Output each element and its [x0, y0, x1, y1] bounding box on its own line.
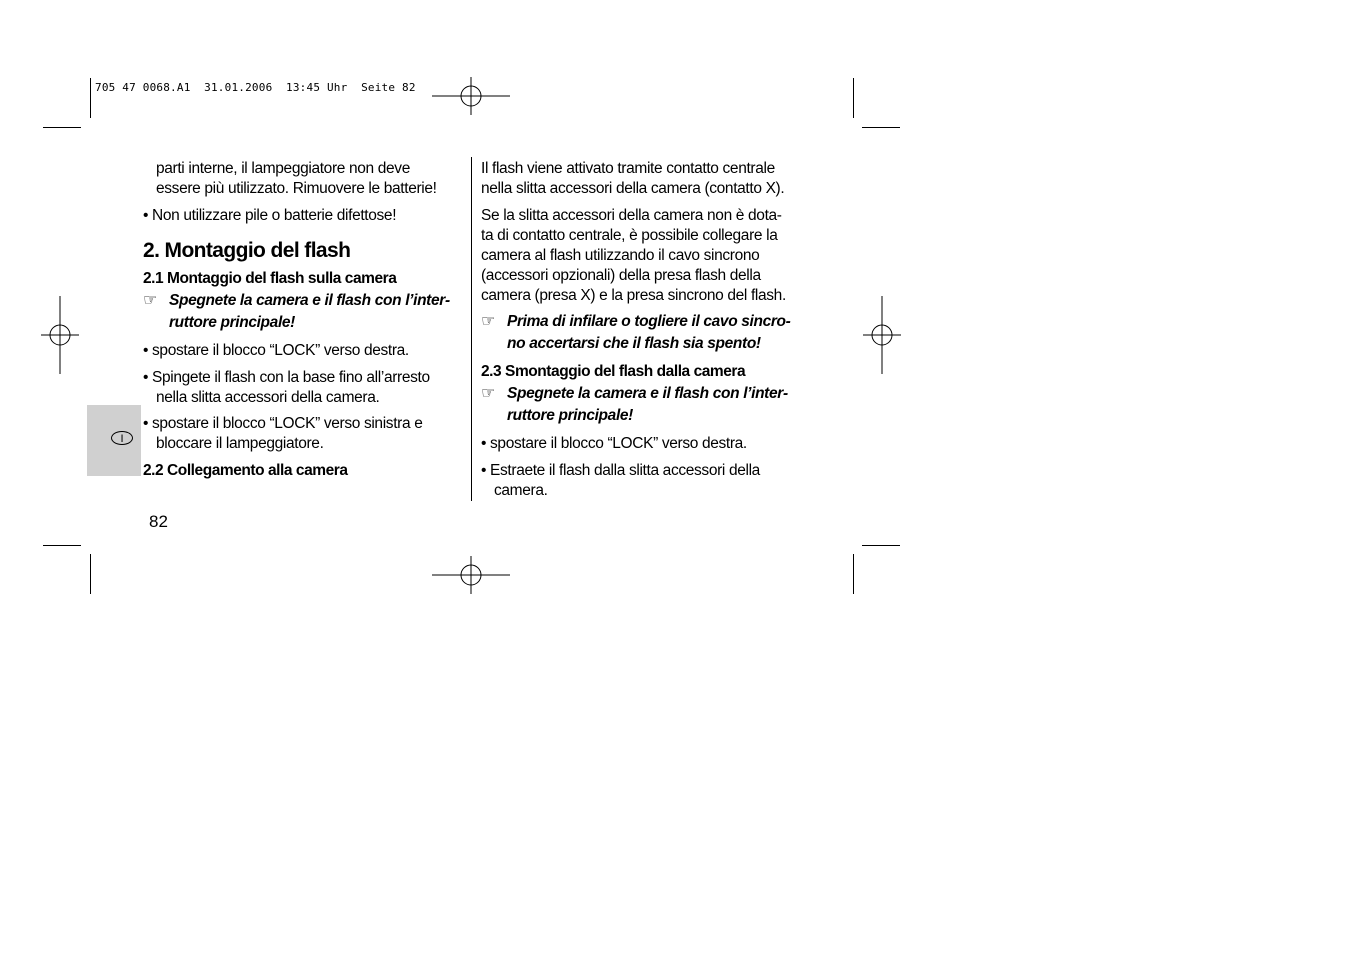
crop-mark: [853, 78, 854, 118]
language-tab: [87, 405, 141, 476]
pointing-hand-icon: ☞: [481, 313, 495, 330]
crop-mark: [90, 78, 91, 118]
list-item: • spostare il blocco “LOCK” verso sinistra e bloccare il lampeggiatore.: [143, 415, 423, 452]
subsection-title: 2.1 Montaggio del flash sulla camera: [143, 270, 397, 287]
crop-mark: [43, 545, 81, 546]
list-item: • spostare il blocco “LOCK” verso destra.: [143, 342, 409, 359]
crop-mark: [862, 545, 900, 546]
list-item: • Estraete il flash dalla slitta accessori della camera.: [481, 462, 760, 499]
registration-mark-icon: [432, 57, 510, 135]
warning-note: ☞ Spegnete la camera e il flash con l’inter- ruttore principale!: [481, 383, 811, 427]
pointing-hand-icon: ☞: [143, 292, 157, 309]
column-divider: [471, 157, 472, 501]
list-item: • Spingete il flash con la base fino all’arresto nella slitta accessori della camera.: [143, 369, 430, 406]
list-item: • spostare il blocco “LOCK” verso destra.: [481, 435, 747, 452]
paragraph: Il flash viene attivato tramite contatto centrale nella slitta accessori della camera (contatto X).: [481, 160, 785, 197]
language-badge: I: [111, 431, 133, 445]
crop-mark: [43, 127, 81, 128]
left-column: [143, 159, 463, 481]
paragraph: Se la slitta accessori della camera non è dota- ta di contatto centrale, è possibile collegare la camera al flash utilizzando il cavo sincrono (accessori opzionali) della presa flash della camera (presa X) e la presa sincrono del flash.: [481, 207, 786, 304]
list-item: • Non utilizzare pile o batterie difettose!: [143, 207, 397, 224]
registration-mark-icon: [843, 296, 921, 374]
warning-note: ☞ Spegnete la camera e il flash con l’inter- ruttore principale!: [143, 290, 463, 334]
crop-mark: [90, 554, 91, 594]
print-header: 705 47 0068.A1 31.01.2006 13:45 Uhr Seite 82: [95, 81, 416, 94]
right-column: [481, 159, 811, 501]
crop-mark: [862, 127, 900, 128]
intro-text: parti interne, il lampeggiatore non deve essere più utilizzato. Rimuovere le batterie!: [156, 160, 437, 197]
section-title: 2. Montaggio del flash: [143, 239, 351, 262]
pointing-hand-icon: ☞: [481, 385, 495, 402]
crop-mark: [853, 554, 854, 594]
registration-mark-icon: [21, 296, 99, 374]
registration-mark-icon: [432, 536, 510, 614]
subsection-title: 2.3 Smontaggio del flash dalla camera: [481, 363, 746, 380]
warning-note: ☞ Prima di infilare o togliere il cavo sincro- no accertarsi che il flash sia spento!: [481, 311, 811, 355]
subsection-title: 2.2 Collegamento alla camera: [143, 462, 348, 479]
page-number: 82: [149, 512, 168, 531]
